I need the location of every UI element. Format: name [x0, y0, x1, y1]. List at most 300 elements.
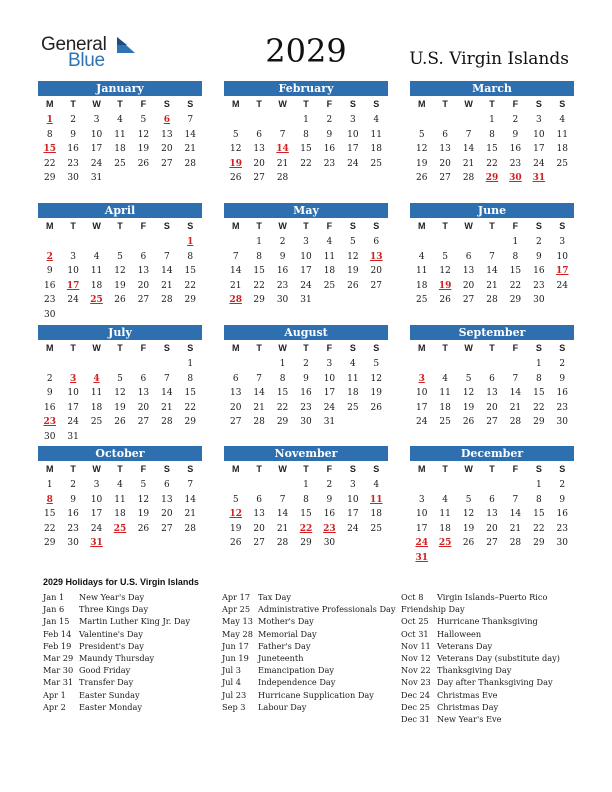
day-cell: 20: [137, 280, 150, 291]
day-cell: 5: [117, 373, 123, 384]
weekday-label: F: [326, 464, 333, 474]
day-cell: 4: [373, 115, 380, 125]
day-cell: 22: [300, 158, 312, 169]
day-cell: 8: [187, 251, 194, 262]
holiday-day-cell: 19: [229, 158, 242, 169]
holiday-row: [43, 615, 190, 627]
month-header: February: [224, 81, 388, 96]
day-cell: 22: [486, 158, 498, 169]
day-cell: 30: [300, 417, 312, 428]
day-cell: 24: [90, 523, 103, 534]
day-cell: 3: [418, 494, 425, 505]
month-day-grid: [38, 96, 202, 186]
day-cell: 28: [509, 417, 522, 428]
weekday-label: F: [512, 343, 519, 353]
day-cell: 22: [43, 523, 56, 534]
weekday-label: S: [187, 221, 194, 231]
day-cell: 10: [323, 373, 336, 384]
day-cell: 18: [556, 144, 568, 155]
empty-day-cell: [108, 357, 131, 372]
day-cell: 21: [161, 402, 173, 413]
month-day-grid: [410, 340, 574, 430]
day-cell: 31: [67, 431, 79, 442]
day-cell: 3: [303, 237, 309, 247]
day-cell: 29: [184, 417, 196, 428]
month-june: [410, 203, 574, 308]
month-day-grid: [224, 96, 388, 186]
holiday-row: [222, 603, 396, 615]
day-cell: 4: [117, 480, 123, 490]
holiday-row: [401, 628, 560, 640]
day-cell: 28: [276, 173, 289, 184]
day-cell: 24: [533, 158, 545, 169]
day-cell: 29: [43, 538, 56, 549]
day-cell: 20: [462, 280, 475, 291]
weekday-label: M: [417, 343, 426, 353]
day-cell: 5: [373, 359, 380, 369]
holiday-day-cell: 6: [163, 115, 170, 125]
weekday-label: T: [489, 99, 495, 109]
holiday-date: Mar 31: [43, 677, 74, 688]
day-cell: 12: [137, 494, 150, 505]
country-name: U.S. Virgin Islands: [409, 49, 569, 69]
empty-day-cell: [480, 235, 503, 250]
weekday-label: W: [92, 464, 101, 474]
day-cell: 28: [509, 538, 522, 549]
holiday-day-cell: 12: [229, 509, 242, 520]
holiday-date: Nov 23: [401, 677, 431, 688]
day-cell: 8: [279, 373, 286, 384]
day-cell: 9: [535, 251, 542, 262]
day-cell: 26: [462, 417, 475, 428]
day-cell: 11: [323, 251, 336, 262]
day-cell: 2: [559, 359, 566, 369]
holiday-date: Dec 31: [401, 714, 431, 725]
day-cell: 11: [114, 494, 126, 505]
holiday-day-cell: 31: [415, 552, 428, 563]
day-cell: 7: [187, 115, 194, 125]
day-cell: 28: [276, 538, 289, 549]
day-cell: 6: [373, 237, 380, 247]
holiday-date: Feb 19: [43, 640, 72, 651]
day-cell: 11: [114, 129, 126, 140]
holiday-row: [222, 652, 396, 664]
day-cell: 2: [70, 115, 76, 125]
month-header: March: [410, 81, 574, 96]
holiday-date: Nov 22: [401, 665, 431, 676]
day-cell: 17: [323, 388, 336, 399]
day-cell: 26: [370, 402, 382, 413]
day-cell: 4: [418, 251, 425, 262]
day-cell: 17: [300, 266, 312, 277]
holiday-name: President's Day: [79, 640, 144, 651]
day-cell: 31: [323, 417, 336, 428]
day-cell: 22: [184, 402, 196, 413]
day-cell: 4: [373, 480, 380, 490]
holiday-date: Jul 3: [222, 665, 241, 676]
day-cell: 27: [462, 295, 475, 306]
weekday-label: S: [559, 99, 566, 109]
holiday-date: Feb 14: [43, 628, 72, 639]
holiday-day-cell: 14: [276, 144, 289, 155]
holiday-name: Halloween: [437, 628, 482, 639]
day-cell: 24: [67, 295, 79, 306]
holiday-row: [401, 652, 560, 664]
day-cell: 14: [253, 388, 265, 399]
day-cell: 1: [46, 480, 53, 490]
holiday-row: [43, 676, 190, 688]
day-cell: 12: [114, 388, 126, 399]
month-march: [410, 81, 574, 186]
day-cell: 30: [533, 295, 545, 306]
day-cell: 7: [187, 480, 194, 490]
holiday-day-cell: 1: [46, 115, 53, 125]
day-cell: 4: [349, 359, 356, 369]
day-cell: 30: [556, 417, 568, 428]
day-cell: 15: [253, 266, 265, 277]
day-cell: 26: [462, 538, 475, 549]
holiday-row: [401, 676, 560, 688]
day-cell: 23: [509, 158, 522, 169]
day-cell: 18: [370, 509, 382, 520]
day-cell: 10: [556, 251, 568, 262]
holiday-day-cell: 3: [70, 373, 77, 384]
day-cell: 14: [161, 388, 173, 399]
day-cell: 31: [300, 295, 312, 306]
empty-day-cell: [61, 357, 84, 372]
day-cell: 13: [253, 144, 265, 155]
day-cell: 8: [303, 494, 309, 505]
day-cell: 3: [559, 237, 566, 247]
empty-day-cell: [132, 235, 155, 250]
day-cell: 28: [486, 295, 498, 306]
weekday-label: S: [187, 99, 194, 109]
day-cell: 12: [137, 129, 150, 140]
day-cell: 7: [163, 373, 170, 384]
holiday-name: Transfer Day: [79, 677, 134, 688]
day-cell: 20: [439, 158, 451, 169]
day-cell: 11: [415, 266, 428, 277]
day-cell: 8: [489, 129, 495, 140]
day-cell: 14: [486, 266, 498, 277]
holiday-name: Hurricane Thanksgiving: [437, 616, 538, 627]
holiday-date: Nov 11: [401, 640, 431, 651]
day-cell: 1: [535, 480, 542, 490]
holiday-date: Nov 12: [401, 653, 431, 664]
weekday-label: M: [417, 221, 426, 231]
weekday-label: F: [140, 343, 147, 353]
day-cell: 27: [253, 538, 265, 549]
weekday-label: T: [489, 343, 495, 353]
day-cell: 10: [90, 494, 103, 505]
day-cell: 9: [512, 129, 519, 140]
calendar-year: 2029: [265, 32, 347, 70]
day-cell: 22: [509, 280, 522, 291]
month-header: May: [224, 203, 388, 218]
weekday-label: M: [417, 464, 426, 474]
weekday-label: T: [70, 221, 76, 231]
day-cell: 15: [300, 144, 312, 155]
day-cell: 8: [512, 251, 519, 262]
holiday-name: Easter Sunday: [79, 689, 140, 700]
holiday-date: May 13: [222, 616, 253, 627]
day-cell: 7: [256, 373, 262, 384]
day-cell: 9: [70, 129, 76, 140]
day-cell: 12: [415, 144, 428, 155]
month-header: December: [410, 446, 574, 461]
holiday-day-cell: 19: [438, 280, 452, 291]
weekday-label: W: [464, 221, 473, 231]
day-cell: 14: [184, 494, 196, 505]
empty-day-cell: [155, 235, 178, 250]
month-header: October: [38, 446, 202, 461]
day-cell: 17: [347, 509, 359, 520]
weekday-label: F: [326, 343, 333, 353]
holiday-day-cell: 25: [113, 523, 127, 534]
month-july: [38, 325, 202, 445]
day-cell: 16: [323, 144, 336, 155]
holiday-row: [401, 640, 560, 652]
day-cell: 27: [229, 417, 242, 428]
day-cell: 14: [276, 509, 289, 520]
day-cell: 10: [347, 129, 359, 140]
holiday-name: Labour Day: [258, 701, 307, 712]
holiday-name: Emancipation Day: [258, 665, 335, 676]
day-cell: 5: [465, 494, 472, 505]
weekday-label: M: [45, 464, 54, 474]
day-cell: 28: [161, 295, 173, 306]
weekday-label: T: [256, 343, 262, 353]
weekday-label: S: [373, 343, 380, 353]
weekday-label: F: [326, 99, 333, 109]
day-cell: 2: [535, 237, 542, 247]
day-cell: 23: [556, 523, 568, 534]
empty-day-cell: [480, 357, 503, 372]
empty-day-cell: [271, 113, 294, 128]
empty-day-cell: [247, 478, 270, 493]
holiday-day-cell: 15: [43, 144, 56, 155]
holiday-day-cell: 17: [556, 266, 569, 277]
day-cell: 24: [67, 417, 79, 428]
weekday-label: M: [45, 221, 54, 231]
day-cell: 24: [415, 417, 428, 428]
holiday-row: [43, 652, 190, 664]
day-cell: 15: [533, 509, 545, 520]
day-cell: 13: [137, 266, 150, 277]
day-cell: 11: [90, 266, 103, 277]
day-cell: 7: [512, 373, 519, 384]
day-cell: 13: [161, 129, 173, 140]
empty-day-cell: [38, 357, 61, 372]
day-cell: 18: [90, 402, 103, 413]
day-cell: 13: [253, 509, 265, 520]
day-cell: 17: [90, 144, 103, 155]
weekday-label: T: [117, 99, 123, 109]
day-cell: 18: [370, 144, 382, 155]
holiday-column: [222, 591, 396, 713]
holiday-row: [43, 591, 190, 603]
empty-day-cell: [61, 235, 84, 250]
empty-day-cell: [247, 113, 270, 128]
day-cell: 2: [326, 115, 333, 125]
weekday-label: T: [256, 221, 262, 231]
holiday-row: [222, 689, 396, 701]
day-cell: 3: [93, 480, 100, 490]
holiday-row: [222, 664, 396, 676]
empty-day-cell: [457, 357, 480, 372]
weekday-label: S: [163, 464, 170, 474]
day-cell: 27: [253, 173, 265, 184]
day-cell: 9: [70, 494, 76, 505]
day-cell: 7: [232, 251, 239, 262]
month-day-grid: [410, 461, 574, 566]
day-cell: 17: [67, 402, 79, 413]
day-cell: 13: [229, 388, 242, 399]
day-cell: 30: [323, 538, 336, 549]
day-cell: 12: [114, 266, 126, 277]
weekday-label: S: [535, 464, 542, 474]
holiday-date: Oct 8: [401, 592, 424, 602]
holiday-name: Administrative Professionals Day: [258, 604, 396, 615]
day-cell: 27: [486, 538, 498, 549]
day-cell: 25: [323, 280, 336, 291]
day-cell: 29: [533, 538, 545, 549]
day-cell: 16: [556, 509, 568, 520]
day-cell: 3: [349, 115, 356, 125]
day-cell: 23: [323, 158, 336, 169]
day-cell: 7: [163, 251, 170, 262]
day-cell: 21: [161, 280, 173, 291]
month-november: [224, 446, 388, 551]
day-cell: 4: [442, 494, 448, 505]
holiday-date: May 28: [222, 628, 253, 639]
logo-text-blue: Blue: [68, 50, 105, 71]
day-cell: 20: [370, 266, 382, 277]
day-cell: 5: [418, 129, 425, 140]
empty-day-cell: [480, 478, 503, 493]
day-cell: 9: [326, 129, 333, 140]
holiday-day-cell: 17: [66, 280, 80, 291]
weekday-label: F: [512, 221, 519, 231]
weekday-label: W: [464, 343, 473, 353]
empty-day-cell: [410, 235, 433, 250]
weekday-label: T: [117, 464, 123, 474]
day-cell: 29: [43, 173, 56, 184]
holiday-day-cell: 25: [438, 538, 452, 549]
day-cell: 26: [415, 173, 428, 184]
day-cell: 15: [300, 509, 312, 520]
day-cell: 21: [509, 523, 522, 534]
day-cell: 30: [67, 173, 79, 184]
day-cell: 11: [90, 388, 103, 399]
day-cell: 12: [462, 388, 475, 399]
day-cell: 28: [161, 417, 173, 428]
weekday-label: S: [349, 99, 356, 109]
day-cell: 19: [229, 523, 242, 534]
day-cell: 16: [276, 266, 289, 277]
day-cell: 3: [349, 480, 356, 490]
day-cell: 11: [439, 509, 451, 520]
holiday-name: Three Kings Day: [79, 604, 149, 615]
holiday-date: Jan 6: [43, 604, 65, 615]
day-cell: 3: [535, 115, 542, 125]
weekday-label: S: [349, 464, 356, 474]
month-header: August: [224, 325, 388, 340]
holiday-date: Dec 24: [401, 689, 431, 700]
empty-day-cell: [224, 235, 247, 250]
day-cell: 23: [300, 402, 312, 413]
day-cell: 12: [370, 373, 382, 384]
month-day-grid: [224, 461, 388, 551]
day-cell: 22: [533, 402, 545, 413]
holiday-row: [222, 676, 396, 688]
weekday-label: S: [373, 99, 380, 109]
day-cell: 9: [46, 388, 53, 399]
day-cell: 3: [70, 251, 76, 262]
weekday-label: S: [349, 343, 356, 353]
holiday-date: Dec 25: [401, 701, 431, 712]
day-cell: 12: [229, 144, 242, 155]
holiday-name: Independence Day: [258, 677, 336, 688]
day-cell: 3: [326, 359, 333, 369]
weekday-label: W: [92, 343, 101, 353]
holiday-name: Valentine's Day: [79, 628, 143, 639]
weekday-label: S: [535, 343, 542, 353]
day-cell: 14: [184, 129, 196, 140]
day-cell: 16: [300, 388, 312, 399]
day-cell: 24: [323, 402, 336, 413]
holiday-name: Virgin Islands–Puerto Rico: [437, 592, 548, 602]
holiday-name: New Year's Day: [79, 592, 145, 602]
holiday-row: [401, 689, 560, 701]
holiday-date: Jun 17: [222, 640, 249, 651]
holiday-name: Veterans Day: [437, 640, 493, 651]
day-cell: 13: [161, 494, 173, 505]
holiday-row: [401, 603, 560, 615]
day-cell: 2: [279, 237, 286, 247]
day-cell: 25: [415, 295, 428, 306]
weekday-label: T: [256, 464, 262, 474]
holiday-name: Good Friday: [79, 665, 131, 676]
day-cell: 19: [114, 402, 126, 413]
day-cell: 26: [137, 158, 150, 169]
holiday-row: [43, 640, 190, 652]
day-cell: 25: [556, 158, 568, 169]
holiday-name: Thanksgiving Day: [437, 665, 512, 676]
day-cell: 5: [140, 480, 147, 490]
day-cell: 7: [465, 129, 472, 140]
holiday-name: Martin Luther King Jr. Day: [79, 616, 191, 627]
day-cell: 14: [509, 388, 522, 399]
day-cell: 6: [256, 129, 262, 140]
weekday-label: T: [303, 343, 309, 353]
holiday-date: Jan 15: [43, 616, 70, 627]
day-cell: 10: [67, 388, 79, 399]
day-cell: 4: [326, 237, 333, 247]
holiday-day-cell: 25: [90, 295, 103, 306]
day-cell: 24: [347, 158, 359, 169]
holiday-row: [401, 713, 560, 725]
day-cell: 19: [114, 280, 126, 291]
day-cell: 13: [137, 388, 150, 399]
holidays-title: 2029 Holidays for U.S. Virgin Islands: [43, 577, 199, 587]
day-cell: 20: [486, 523, 498, 534]
weekday-label: S: [163, 221, 170, 231]
empty-day-cell: [132, 357, 155, 372]
holiday-date: Mar 29: [43, 653, 74, 664]
day-cell: 25: [439, 417, 451, 428]
holiday-row: [43, 628, 190, 640]
